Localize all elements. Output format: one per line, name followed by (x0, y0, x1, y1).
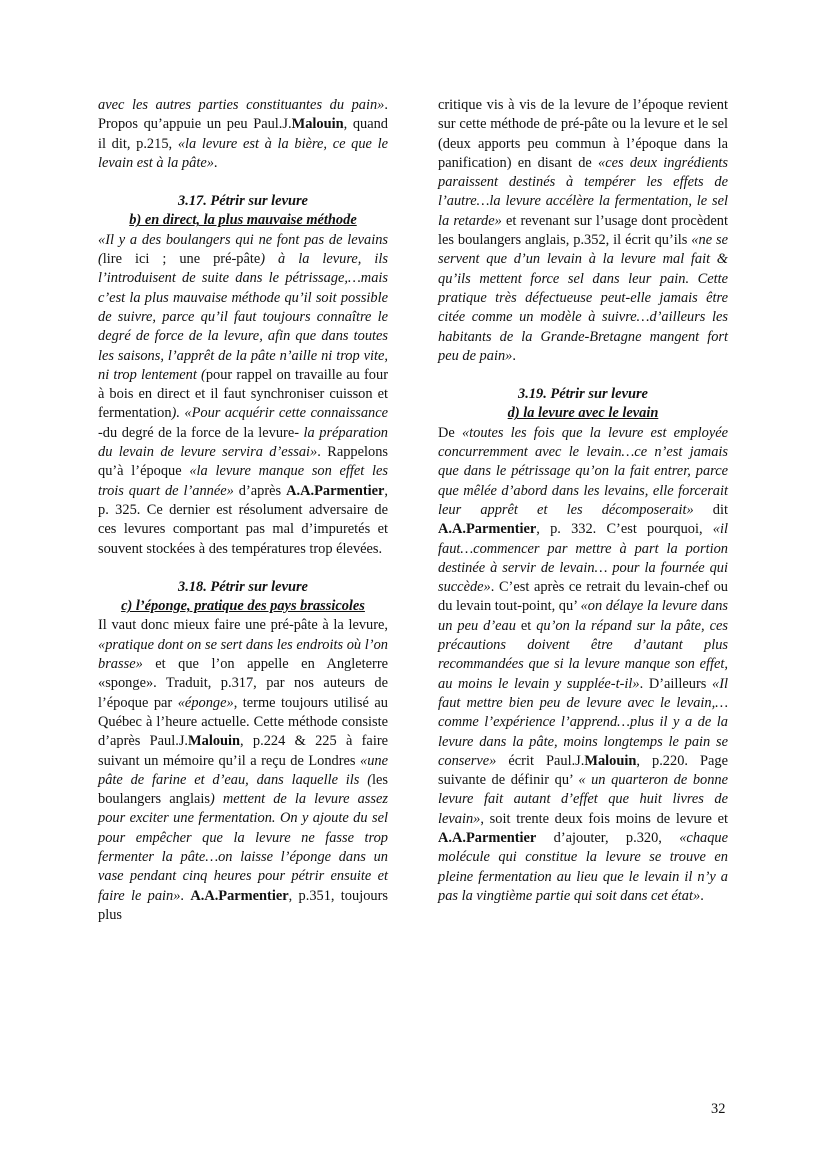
text-run: , p.220. Page suivante de définir qu’ (438, 752, 729, 789)
text-run: aul.J. (261, 116, 292, 133)
paragraph (98, 96, 388, 173)
text-run: . (180, 887, 191, 904)
text-run: dit (693, 501, 728, 518)
text-run: , p. 325. Ce dernier est résolument adversaire de ces levures comportant pas mal d’impuretés et souvent stockées à des températures trop élevées. (98, 482, 389, 557)
text-run: «la levure est à la bière, ce que le levain est à la pâte» (98, 135, 388, 171)
text-run: d’après (233, 482, 287, 499)
text-run: et (515, 617, 537, 634)
text-run: aul.J. (554, 752, 585, 769)
text-run: Malouin (584, 752, 637, 769)
text-run: aul.J. (157, 733, 189, 750)
text-run: . D’ailleurs (639, 675, 712, 692)
text-run: -du degré de la force de la levure- (98, 424, 300, 441)
text-run: . (700, 887, 704, 904)
text-run: «Il y a des boulangers qui ne font pas de levains ( (98, 231, 388, 268)
text-run: «toutes les fois que la levure est employée concurremment avec le levain…ce n’est jamais que dans le pétrissage qu’on la fait entrer, parce que mêlée d’abord dans les levains, elle forcerait leur apprêt et les décomposerait» (438, 424, 728, 518)
section-title: 3.18. Pétrir sur levure (178, 578, 308, 595)
text-run: «éponge» (177, 694, 234, 711)
text-run: écrit P (496, 752, 554, 769)
section-title: 3.17. Pétrir sur levure (178, 193, 308, 210)
left-column (98, 96, 388, 925)
text-run: «chaque molécule qui constitue la levure se trouve en pleine fermentation au lieu que le levain il n’y a pas la vingtième partie qui soit dans cet état» (438, 829, 728, 904)
text-run: , p. 332. C’est pourquoi, (536, 521, 713, 538)
paragraph (98, 231, 388, 559)
text-run: . (213, 154, 218, 171)
text-run: «la levure manque son effet les trois quart de l’année» (98, 463, 388, 499)
text-run: «on délaye la levure dans un peu d’eau (438, 598, 728, 634)
text-run: . (512, 347, 516, 364)
text-run: . Rappelons qu’à l’époque (98, 444, 388, 480)
text-run: et revenant sur l’usage dont procèdent les boulangers anglais, p.352, il écrit qu’ils (438, 212, 728, 249)
text-run: les boulangers anglais (98, 771, 388, 808)
text-run: lire ici ; une pré-pâte (102, 251, 261, 268)
paragraph (98, 616, 388, 925)
text-run: «pratique dont on se sert dans les endroits où l’on brasse» (98, 636, 388, 673)
section-subtitle: c) l’éponge, pratique des pays brassicoles (121, 598, 365, 615)
text-run: A.A.Parmentier (438, 521, 537, 538)
section-title: 3.19. Pétrir sur levure (518, 386, 648, 403)
text-run: A.A.Parmentier (190, 887, 289, 904)
text-run: ) à la levure, ils l’introduisent de suite dans le pétrissage,…mais c’est la plus mauvaise méthode qu’il soit possible de suivre, parce qu’il faut toujours connaître le degré de force de la levure, afin que dans toutes les saisons, l’apprêt de la pâte n’aille ni trop vite, ni trop lentement ( (98, 251, 388, 383)
text-run: «une pâte de farine et d’eau, dans laquelle ils ( (98, 752, 388, 788)
text-run: De (438, 424, 462, 441)
page-number: 32 (711, 1101, 726, 1117)
text-run: ). «Pour acquérir cette connaissance (171, 405, 388, 422)
text-run: critique vis à vis de la levure de l’époque revient sur cette méthode de pré-pâte ou la levure et le sel (deux apports peu commun à l’époque dans la panification) en disant de (438, 97, 728, 171)
text-run: la préparation du levain de levure servira d’essai» (98, 424, 389, 461)
text-run: pour rappel on travaille au four à bois en direct et il faut synchroniser cuisson et fermentation (98, 366, 388, 422)
text-run: . C’est après ce retrait du levain-chef ou du levain tout-point, qu’ (438, 579, 728, 615)
section-subtitle: d) la levure avec le levain (507, 405, 659, 422)
text-run: «Il faut mettre bien peu de levure avec le levain,…comme l’expérience l’apprend…plus il y a de la levure dans la pâte, moins longtemps le pain se conserve» (438, 675, 728, 769)
text-run: , p.224 & 225 à faire suivant un mémoire qu’il a reçu de Londres (98, 733, 388, 769)
text-run: d’ajouter, p.320, (536, 829, 680, 846)
section-subtitle: b) en direct, la plus mauvaise méthode (129, 212, 357, 229)
text-run: Il vaut donc mieux faire une pré-pâte à la levure, (98, 617, 388, 634)
text-run: « un quarteron de bonne levure fait autant d’effet que huit livres de levain» (438, 772, 728, 827)
text-run: , p.351, toujours plus (98, 887, 388, 923)
text-run: A.A.Parmentier (438, 829, 537, 846)
text-run: Malouin (291, 116, 344, 133)
text-run: , soit trente deux fois moins de levure et (480, 810, 728, 827)
text-run: «ces deux ingrédients paraissent destinés à tempérer les effets de l’autre…la levure accélère la fermentation, le sel la retarde» (438, 154, 728, 229)
text-run: Malouin (188, 733, 241, 750)
text-run: A.A.Parmentier (286, 482, 385, 499)
text-run: . Propos qu’appuie un peu (98, 97, 388, 133)
text-run: , quand il dit, p.215, (98, 116, 388, 152)
text-run: ) mettent de la levure assez pour exciter une fermentation. On y ajoute du sel pour empêcher que la levure ne fasse trop fermenter la pâte…on laisse l’éponge dans un vase pendant cinq heures pour pétrir ensuite et faire le pain» (98, 791, 388, 904)
text-run: , terme toujours utilisé au Québec à l’heure actuelle. Cette méthode consiste d’après P (98, 694, 388, 750)
paragraph (438, 96, 728, 366)
text-run: «ne se servent que d’un levain à la levure mal fait & qu’ils mettent force sel dans leur pain. Cette pratique très défectueuse peut-elle jamais être citée comme un modèle à suivre…d’ailleurs les habitants de la Grande-Bretagne mangent fort peu de pain» (438, 232, 728, 364)
paragraph (438, 424, 728, 906)
text-run: qu’on la répand sur la pâte, ces précautions doivent être d’autant plus recommandées que si la levure manque son effet, au moins le levain y supplée-t-il» (438, 617, 728, 692)
right-column (438, 96, 728, 906)
text-run: «il faut…commencer par mettre à part la portion destinée à servir de levain… pour la fournée qui succède» (438, 521, 728, 596)
text-run: avec les autres parties constituantes du pain» (98, 97, 385, 113)
text-run: P (253, 116, 262, 133)
text-run: et que l’on appelle en Angleterre «sponge». Traduit, p.317, par nos auteurs de l’époque par (98, 656, 388, 711)
